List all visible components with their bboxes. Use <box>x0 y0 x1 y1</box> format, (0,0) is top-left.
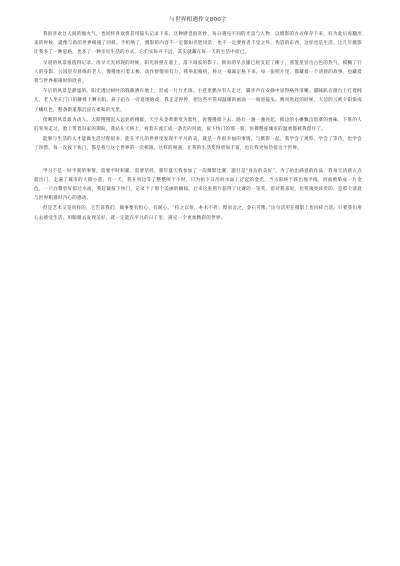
document-title: 与世界相遇作文800字 <box>169 17 227 23</box>
paragraph-4: 傍晚的风景最为动人。太阳慢慢沉入远处的楼群，天空从金黄渐变为紫红，再慢慢暗下去。路灯一盏一盏亮起，街边的小摊飘出饭菜的香味，下班的人们匆匆走过，脸上带着归家的期盼。我站在天桥上，看着车流汇成一条光的河流，按下快门的那一刻，仿佛整座城市的温柔都被我留住了。 <box>34 117 362 133</box>
paragraph-6: 学习不是一时半刻的事情，需要平时积累，需要坚持。那年夏天我参加了一次摄影比赛，题目是“身边的美好”。为了拍出满意的作品，我每天清晨五点就出门，走遍了城市的大街小巷。有一天，我在河边等了整整两个小时，只为拍下日出时水面上泛起的金光。当太阳终于跃出地平线，河面被染成一片金色，一只白鹭恰好掠过水面，我赶紧按下快门，记录下了那个美丽的瞬间。后来这张照片获得了比赛的一等奖，但对我来说，比奖项更珍贵的，是那个清晨与世界相遇时内心的感动。 <box>34 168 362 202</box>
document-page <box>34 16 362 224</box>
paragraph-5: 能够与生活的人才能做生活过程很多，能在平凡的世界里发现不平凡的美，就是一件很幸福的事情。与摄影一起，我学会了观察，学会了等待，也学会了珍惜。每一次按下快门，都是我与这个世界的一次相遇。这样的相遇，让我的生活变得更加丰富，也让我更加热爱这个世界。 <box>34 137 362 152</box>
paragraph-3: 午后的风景是静谧的。阳光透过树叶的缝隙洒在地上，形成一片片光斑。小巷里偶尔有人走过，脚步声在安静中显得格外清晰。猫咪趴在窗台上打着盹儿，老人坐在门口的藤椅上晒太阳，孩子们在一旁追逐嬉戏。我走走停停，把这些平常却温暖的画面一一收进镜头。晚风吹起的时候，天边的云被夕阳染成了橘红色，整条街道都沉浸在柔和的光里。 <box>34 89 362 113</box>
paragraph-1: 我很喜欢这人间的烟火气，也同样喜欢将其用镜头记录下来。这种感觉很奇妙，每日遇见不同的光景与人物，以摄影的方式保存下来，好为此后再翻出来的时候，就像与新的世界相遇了同样。手机响了，摄影的内容不一定都如名胜风景，也不一定要看者千里之外，伪造的东西，这样也是生活。这几年摄影让我多了一种思路，也多了一种亲近生活的方式。它们实际并不远，其实就藏在每一天的生活中而已。 <box>34 32 362 56</box>
paragraph-7: 但是艺术又是同样的，它告诉我们：做事要有恒心，有耐心。“持之以恒，朴木不折；锲而舍之，金石可镂。”这句话用在摄影上也同样合适。只要我们用心去感受生活，用眼睛去发现美好，就一定能在平凡的日子里，遇见一个更加精彩的世界。 <box>34 206 362 221</box>
section-gap <box>34 155 362 167</box>
paragraph-2: 早晨的风景很值得记录。清早天光初现的时候，阳光斜照在墙上，落下斑驳的影子。街角的早点铺已经支起了摊子，蒸笼里冒出白色的热气，模糊了行人的身影。公园里有晨练的老人，慢慢地打着太极，动作舒缓而有力。我举起相机，将这一幕幕定格下来。每一张照片里，都藏着一个清晨的故事，也藏着我与世界相遇时的欣喜。 <box>34 60 362 85</box>
